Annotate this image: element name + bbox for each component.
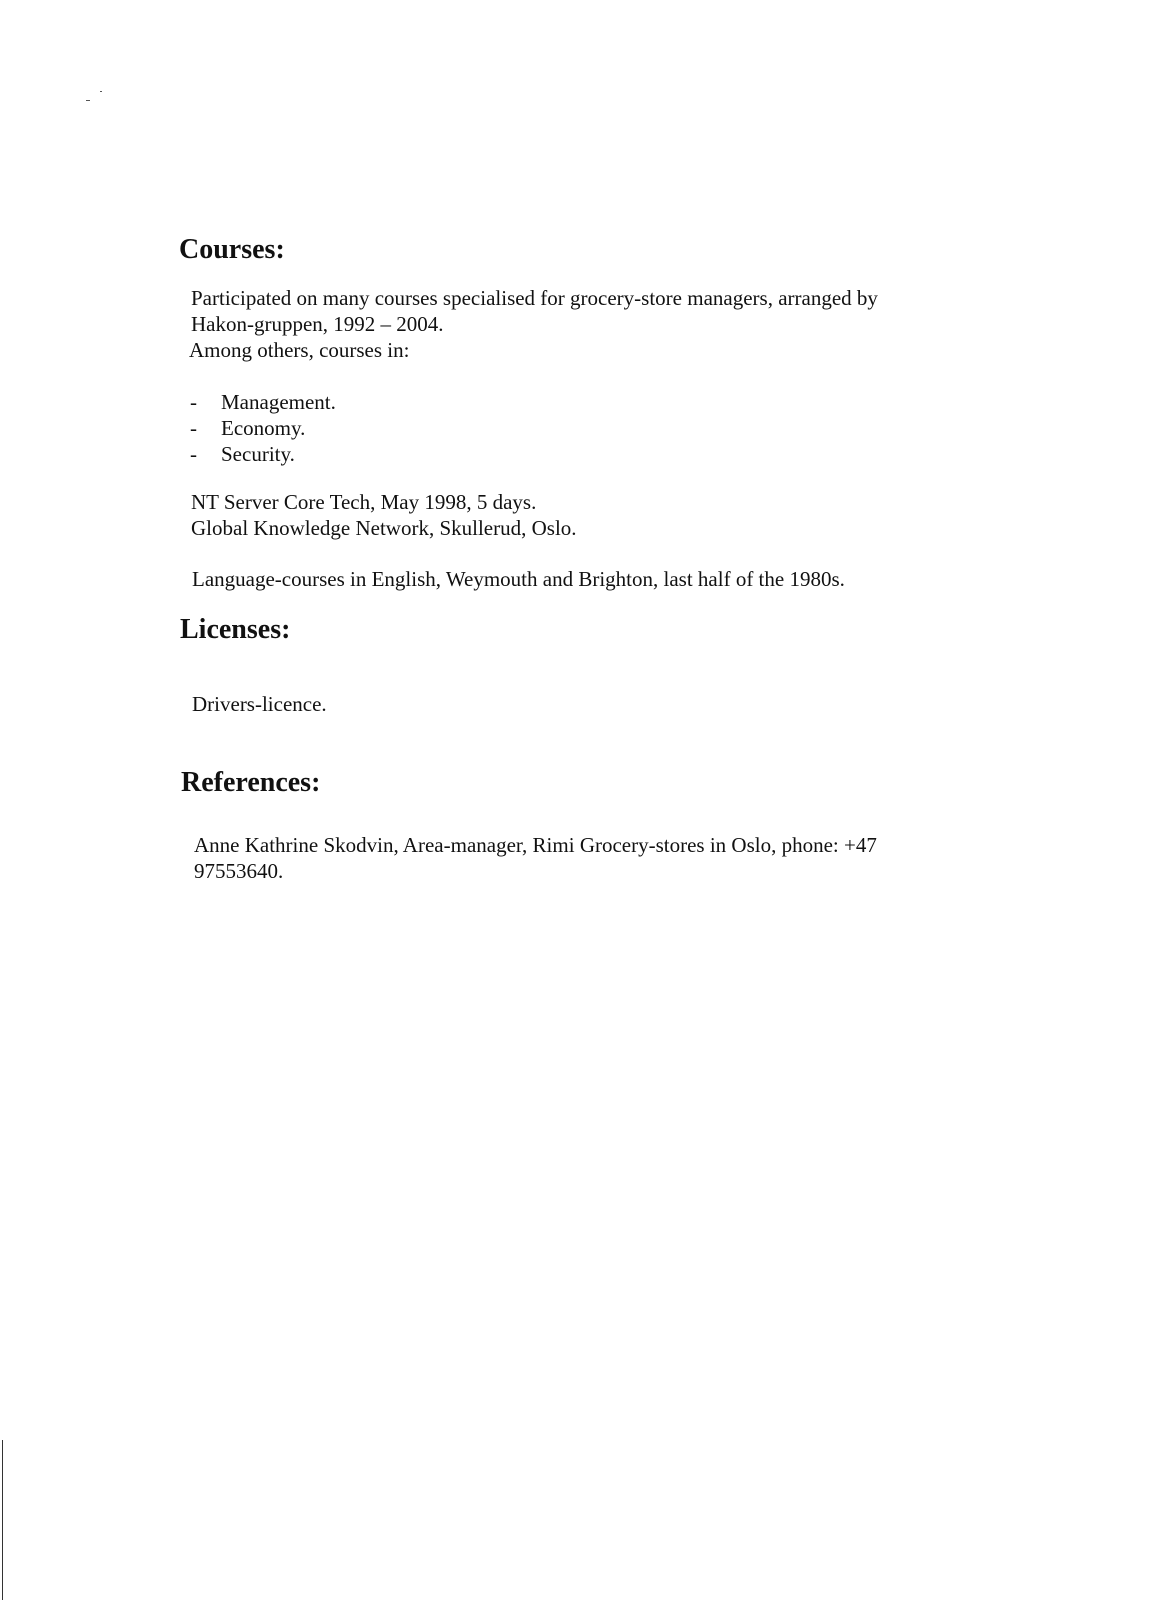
- bullet-dash: -: [190, 390, 197, 414]
- course-item: Security.: [221, 442, 295, 466]
- courses-intro-line: Participated on many courses specialised for grocery-store managers, arranged by: [191, 286, 878, 310]
- courses-intro-line: Hakon-gruppen, 1992 – 2004.: [191, 312, 444, 336]
- bullet-dash: -: [190, 442, 197, 466]
- courses-heading: Courses:: [179, 234, 285, 265]
- bullet-dash: -: [190, 416, 197, 440]
- reference-line: Anne Kathrine Skodvin, Area-manager, Rimi Grocery-stores in Oslo, phone: +47: [194, 833, 877, 857]
- list-item: [190, 415, 336, 441]
- courses-list: [190, 389, 336, 467]
- licenses-heading: Licenses:: [180, 614, 291, 645]
- list-item: [190, 389, 336, 415]
- scan-speck: [86, 100, 90, 101]
- scan-edge-line: [2, 1440, 3, 1600]
- nt-course-line: NT Server Core Tech, May 1998, 5 days.: [191, 490, 537, 514]
- license-item: Drivers-licence.: [192, 692, 327, 716]
- nt-course-line: Global Knowledge Network, Skullerud, Oslo.: [191, 516, 577, 540]
- course-item: Economy.: [221, 416, 306, 440]
- course-item: Management.: [221, 390, 336, 414]
- courses-intro-line: Among others, courses in:: [189, 338, 410, 362]
- scan-speck: [100, 91, 102, 92]
- list-item: [190, 441, 336, 467]
- language-course-line: Language-courses in English, Weymouth and Brighton, last half of the 1980s.: [192, 567, 845, 591]
- references-heading: References:: [181, 767, 321, 798]
- reference-line: 97553640.: [194, 859, 284, 883]
